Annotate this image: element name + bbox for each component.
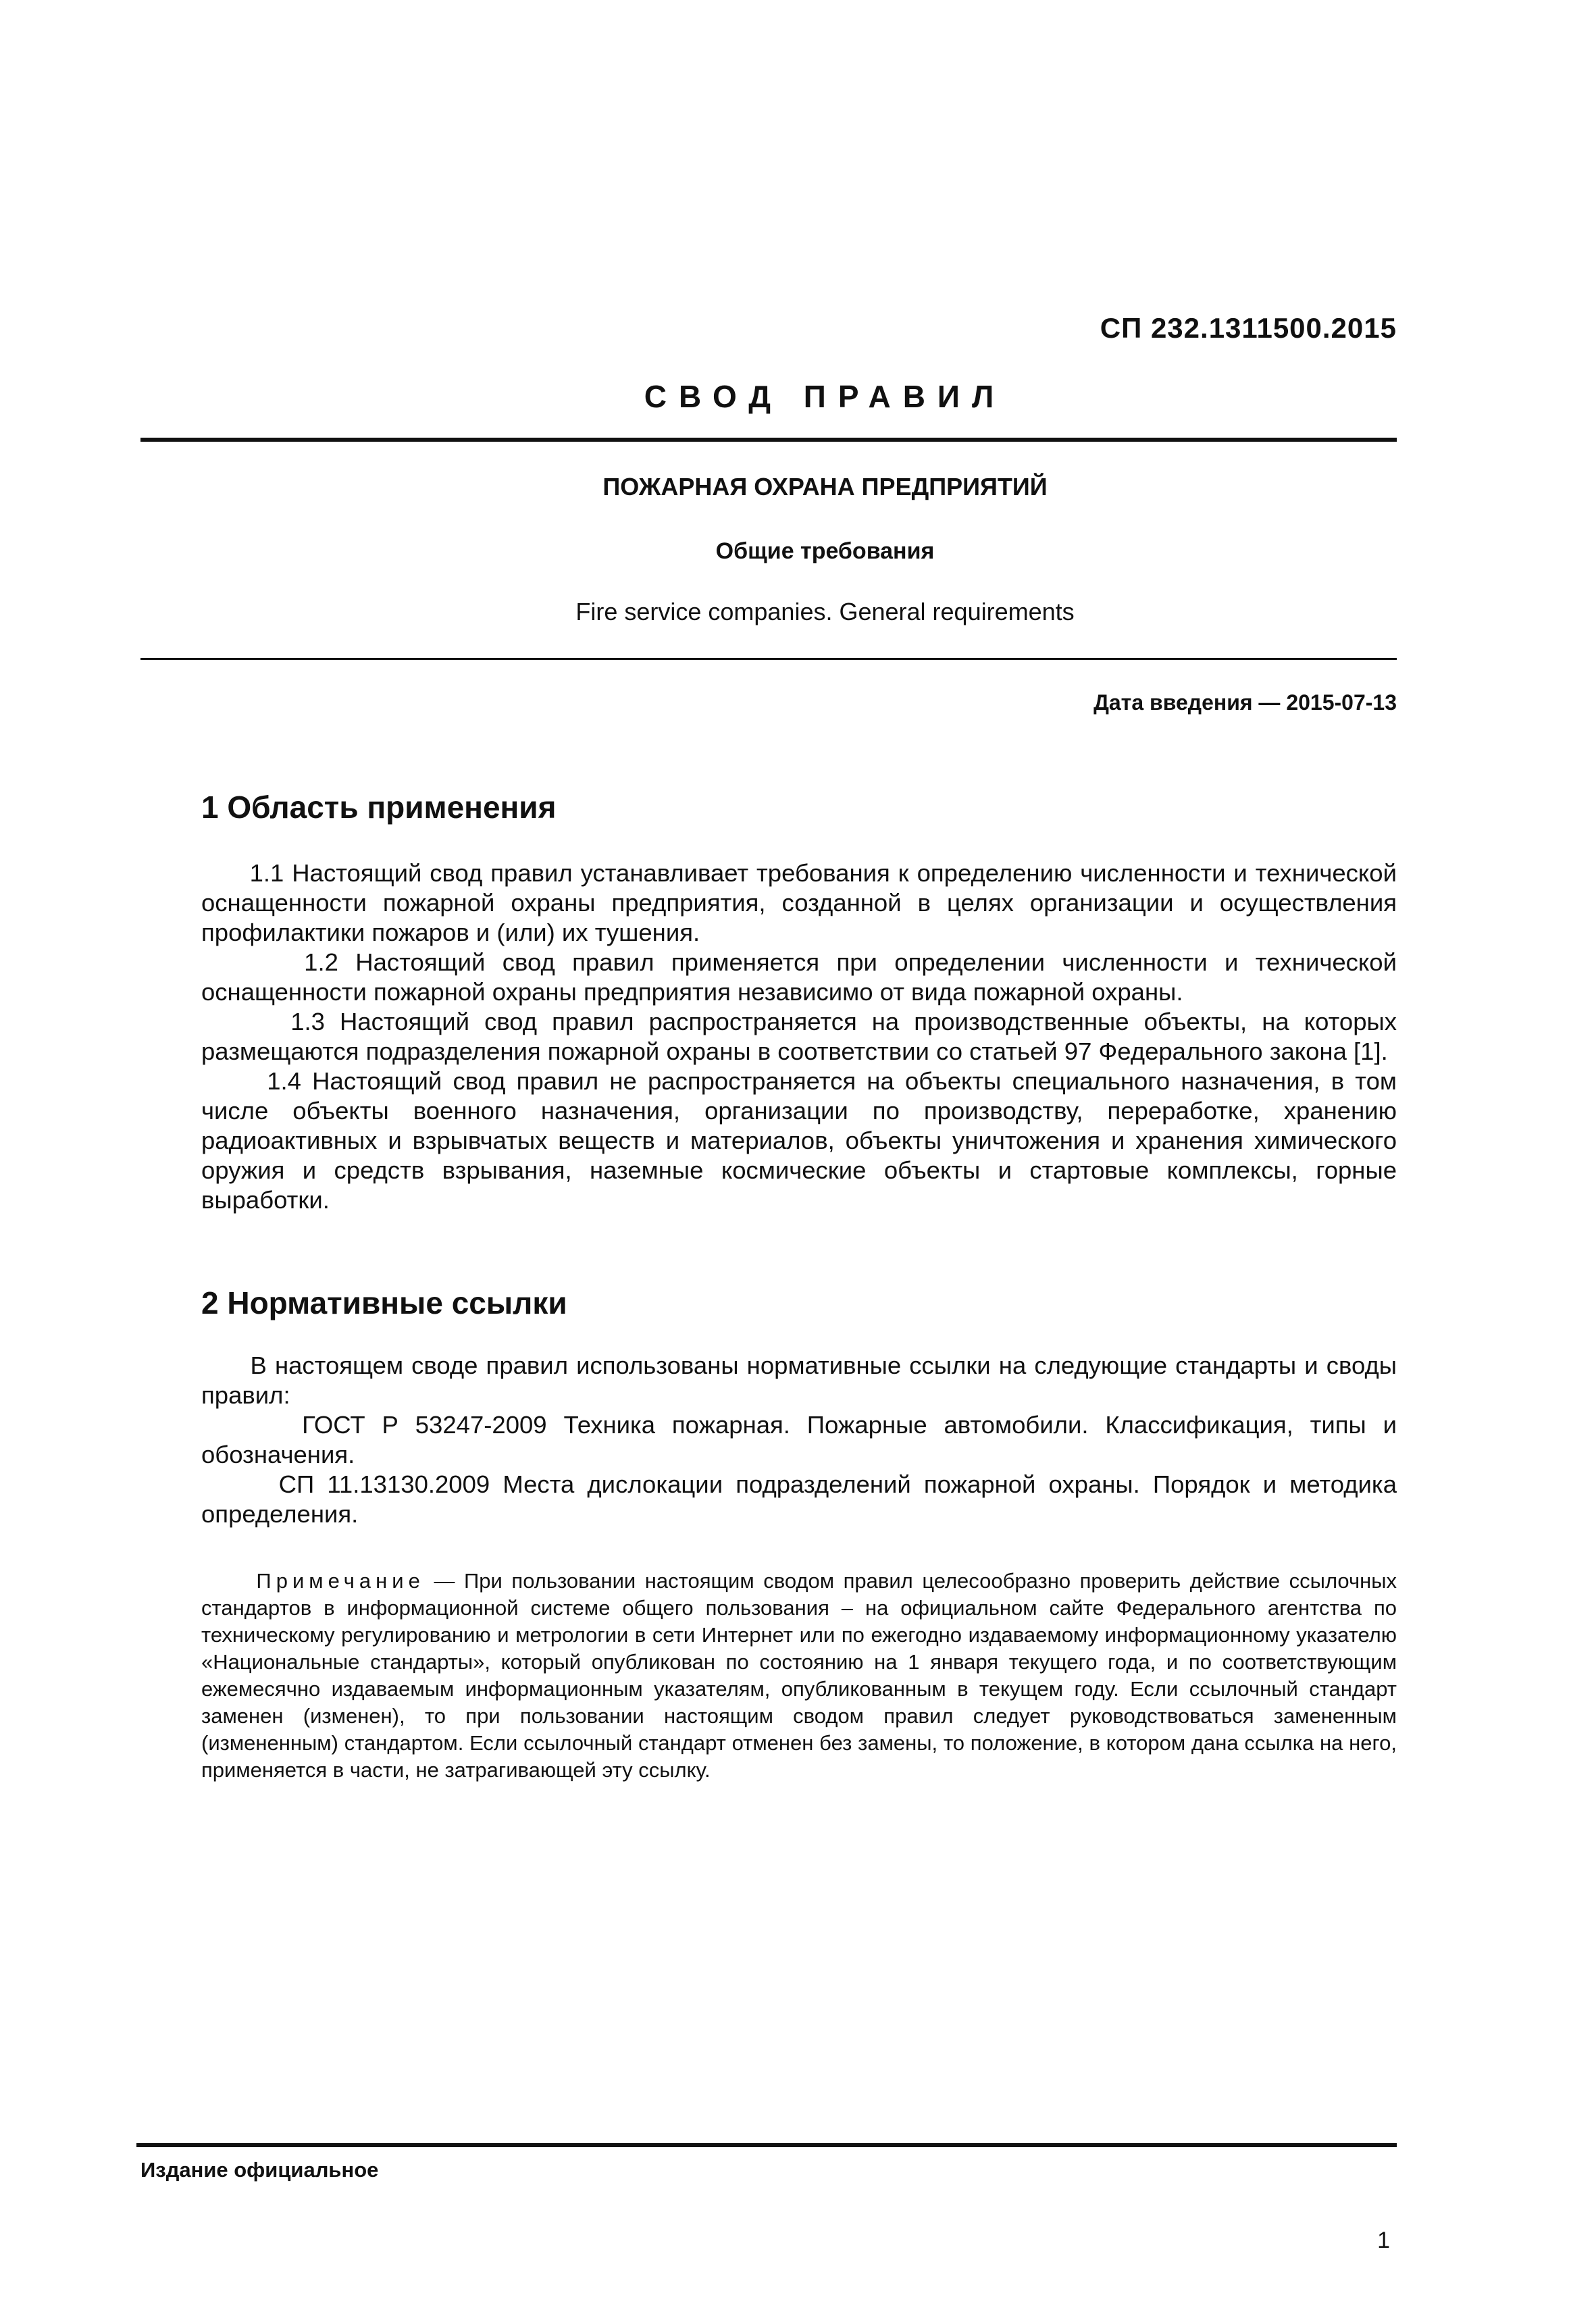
paragraph: [201, 1410, 1397, 1470]
paragraph: [201, 1470, 1397, 1529]
section-heading-references: 2 Нормативные ссылки: [201, 1285, 567, 1320]
edition-label: Издание официальное: [140, 2158, 379, 2182]
paragraph: [201, 1351, 1397, 1410]
document-code: СП 232.1311500.2015: [1100, 312, 1397, 344]
document-subtitle: Общие требования: [715, 538, 935, 564]
section-references-body: [201, 1351, 1397, 1529]
paragraph-text: ГОСТ Р 53247-2009 Техника пожарная. Пожарные автомобили. Классификация, типы и обозначения.: [201, 1411, 1397, 1468]
document-title: ПОЖАРНАЯ ОХРАНА ПРЕДПРИЯТИЙ: [602, 473, 1048, 500]
paragraph: [201, 948, 1397, 1007]
note-label: Примечание: [256, 1569, 425, 1593]
paragraph-text: 1.4 Настоящий свод правил не распространяется на объекты специального назначения, в том числе объекты военного назначения, организации по производству, переработке, хранению радиоактивных и взрывчатых веществ и материалов, объекты уничтожения и хранения химического оружия и средств взрывания, наземные космические объекты и стартовые комплексы, горные выработки.: [201, 1067, 1397, 1214]
top-divider: [140, 438, 1397, 442]
paragraph: [201, 858, 1397, 948]
paragraph-text: СП 11.13130.2009 Места дислокации подразделений пожарной охраны. Порядок и методика определения.: [201, 1470, 1397, 1528]
paragraph-text: 1.3 Настоящий свод правил распространяется на производственные объекты, на которых размещаются подразделения пожарной охраны в соответствии со статьей 97 Федерального закона [1].: [201, 1008, 1397, 1065]
paragraph-text: В настоящем своде правил использованы нормативные ссылки на следующие стандарты и своды правил:: [201, 1352, 1397, 1409]
note-block: [201, 1568, 1397, 1784]
footer-divider: [136, 2143, 1397, 2147]
section-scope-body: [201, 858, 1397, 1215]
title-divider: [140, 658, 1397, 660]
note-text: — При пользовании настоящим сводом правил целесообразно проверить действие ссылочных стандартов в информационной системе общего пользования – на официальном сайте Федерального агентства по техническому регулированию и метрологии в сети Интернет или по ежегодно издаваемому информационному указателю «Национальные стандарты», который опубликован по состоянию на 1 января текущего года, и по соответствующим ежемесячно издаваемым информационным указателям, опубликованным в текущем году. Если ссылочный стандарт заменен (изменен), то при пользовании настоящим сводом правил следует руководствоваться замененным (измененным) стандартом. Если ссылочный стандарт отменен без замены, то положение, в котором дана ссылка на него, применяется в части, не затрагивающей эту ссылку.: [201, 1569, 1397, 1782]
paragraph-text: 1.2 Настоящий свод правил применяется при определении численности и технической оснащенности пожарной охраны предприятия независимо от вида пожарной охраны.: [201, 948, 1397, 1006]
introduction-date: Дата введения — 2015-07-13: [1093, 690, 1397, 715]
english-title: Fire service companies. General requirements: [575, 598, 1075, 625]
paragraph: [201, 1066, 1397, 1215]
section-heading-scope: 1 Область применения: [201, 790, 557, 825]
page-number: 1: [1377, 2228, 1390, 2253]
document-type: СВОД ПРАВИЛ: [644, 379, 1006, 414]
paragraph-text: 1.1 Настоящий свод правил устанавливает требования к определению численности и технической оснащенности пожарной охраны предприятия, созданной в целях организации и осуществления профилактики пожаров и (или) их тушения.: [201, 859, 1397, 946]
paragraph: [201, 1007, 1397, 1066]
